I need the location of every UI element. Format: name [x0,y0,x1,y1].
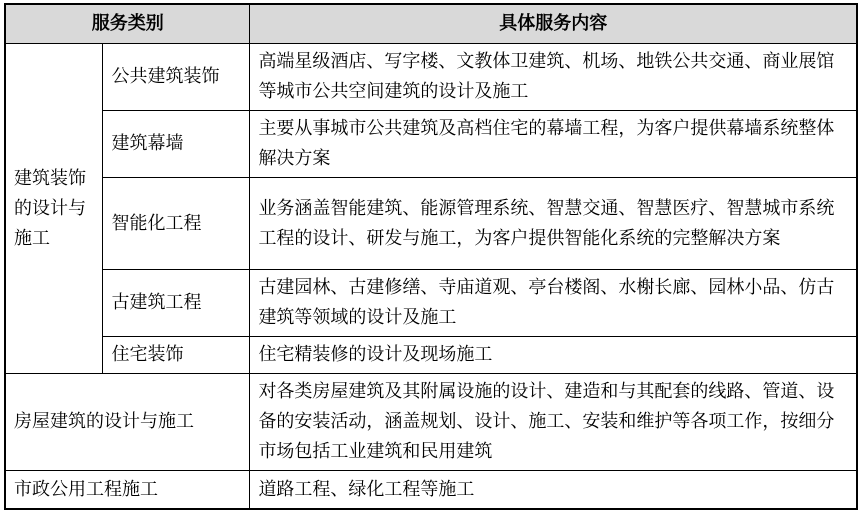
subcategory-cell: 住宅装饰 [103,337,250,374]
category-cell: 市政公用工程施工 [5,471,250,510]
service-table-container [4,3,858,510]
subcategory-cell: 智能化工程 [103,178,250,270]
header-content: 具体服务内容 [250,4,857,44]
table-row [5,270,857,337]
content-cell: 高端星级酒店、写字楼、文教体卫建筑、机场、地铁公共交通、商业展馆等城市公共空间建筑的设计及施工 [250,44,857,111]
table-row [5,471,857,510]
table-row [5,44,857,111]
group-cell: 建筑装饰的设计与施工 [5,44,103,374]
header-category: 服务类别 [5,4,250,44]
subcategory-cell: 公共建筑装饰 [103,44,250,111]
content-cell: 对各类房屋建筑及其附属设施的设计、建造和与其配套的线路、管道、设备的安装活动，涵盖规划、设计、施工、安装和维护等各项工作，按细分市场包括工业建筑和民用建筑 [250,374,857,471]
service-table [4,3,858,510]
content-cell: 道路工程、绿化工程等施工 [250,471,857,510]
table-row [5,111,857,178]
content-cell: 住宅精装修的设计及现场施工 [250,337,857,374]
content-cell: 主要从事城市公共建筑及高档住宅的幕墙工程，为客户提供幕墙系统整体解决方案 [250,111,857,178]
content-cell: 业务涵盖智能建筑、能源管理系统、智慧交通、智慧医疗、智慧城市系统工程的设计、研发与施工，为客户提供智能化系统的完整解决方案 [250,178,857,270]
header-row [5,4,857,44]
table-row [5,374,857,471]
subcategory-cell: 古建筑工程 [103,270,250,337]
category-cell: 房屋建筑的设计与施工 [5,374,250,471]
subcategory-cell: 建筑幕墙 [103,111,250,178]
table-row [5,178,857,270]
table-row [5,337,857,374]
content-cell: 古建园林、古建修缮、寺庙道观、亭台楼阁、水榭长廊、园林小品、仿古建筑等领域的设计及施工 [250,270,857,337]
